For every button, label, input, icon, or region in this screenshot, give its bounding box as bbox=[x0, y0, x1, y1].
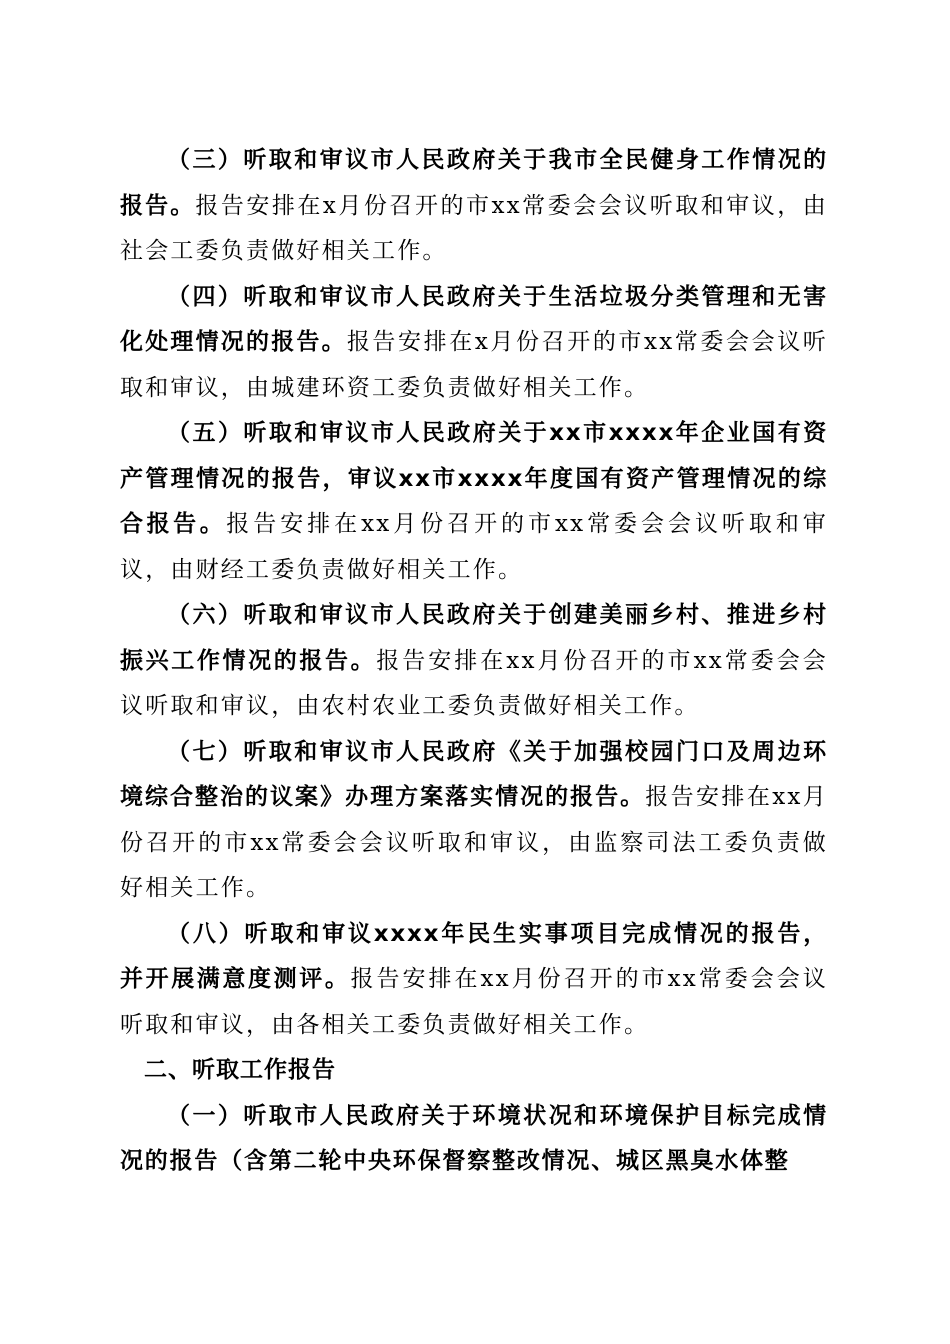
paragraph-lead: （三）听取和审议市人民政府关于我市全民健身工作情况的报告。 bbox=[120, 147, 828, 219]
document-page bbox=[120, 138, 828, 1185]
paragraph-lead: （五）听取和审议市人民政府关于xx市xxxx年企业国有资产管理情况的报告，审议xx市xxxx年度国有资产管理情况的综合报告。 bbox=[120, 420, 828, 537]
paragraph-7 bbox=[120, 730, 828, 912]
paragraph-body: 报告安排在xx月份召开的市xx常委会会议听取和审议，由农村农业工委负责做好相关工作。 bbox=[120, 647, 829, 719]
paragraph-lead: （六）听取和审议市人民政府关于创建美丽乡村、推进乡村振兴工作情况的报告。 bbox=[120, 602, 828, 674]
paragraph-lead: （四）听取和审议市人民政府关于生活垃圾分类管理和无害化处理情况的报告。 bbox=[120, 283, 828, 355]
paragraph-lead: （八）听取和审议xxxx年民生实事项目完成情况的报告，并开展满意度测评。 bbox=[120, 920, 828, 992]
paragraph-lead: （一）听取市人民政府关于环境状况和环境保护目标完成情况的报告（含第二轮中央环保督察整改情况、城区黑臭水体整 bbox=[120, 1102, 828, 1174]
paragraph-body: 报告安排在xx月份召开的市xx常委会会议听取和审议，由财经工委负责做好相关工作。 bbox=[120, 511, 829, 583]
paragraph-5 bbox=[120, 411, 828, 593]
paragraph-body: 报告安排在xx月份召开的市xx常委会会议听取和审议，由各相关工委负责做好相关工作。 bbox=[120, 966, 828, 1038]
paragraph-6 bbox=[120, 593, 828, 730]
paragraph-8 bbox=[120, 912, 828, 1049]
paragraph-lead: （七）听取和审议市人民政府《关于加强校园门口及周边环境综合整治的议案》办理方案落实情况的报告。 bbox=[120, 738, 828, 810]
paragraph-body: 报告安排在x月份召开的市xx常委会会议听取和审议，由城建环资工委负责做好相关工作。 bbox=[120, 329, 828, 401]
paragraph-4 bbox=[120, 275, 828, 412]
paragraph-body: 报告安排在x月份召开的市xx常委会会议听取和审议，由社会工委负责做好相关工作。 bbox=[120, 192, 828, 264]
paragraph-section2-1 bbox=[120, 1094, 828, 1185]
section-heading: 二、听取工作报告 bbox=[144, 1057, 336, 1083]
paragraph-3 bbox=[120, 138, 828, 275]
paragraph-body: 报告安排在xx月份召开的市xx常委会会议听取和审议，由监察司法工委负责做好相关工作。 bbox=[120, 784, 828, 901]
